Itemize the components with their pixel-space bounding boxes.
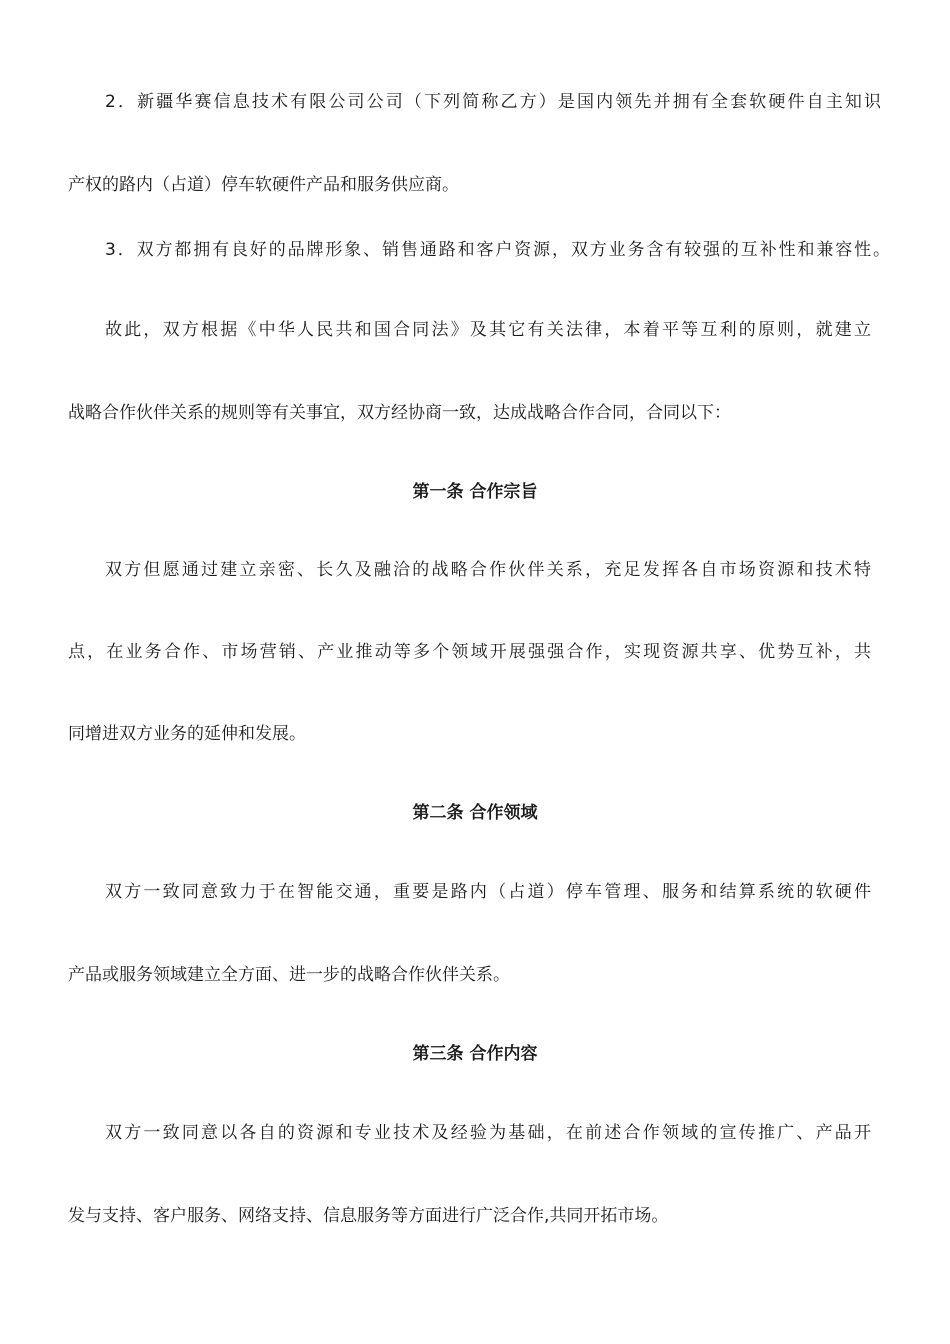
document-page: 2．新疆华赛信息技术有限公司公司（下列简称乙方）是国内领先并拥有全套软硬件自主知识 产权的路内（占道）停车软硬件产品和服务供应商。 3．双方都拥有良好的品牌形象、销售通路和客户资源，双方业务含有较强的互补性和兼容性。 故此，双方根据《中华人民共和国合同法》及其它有关法律，本着平等互利的原则，就建立 战略合作伙伴关系的规则等有关事宜，双方经协商一致，达成战略合作合同，合同以下： 第一条 合作宗旨 双方但愿通过建立亲密、长久及融洽的战略合作伙伴关系，充足发挥各自市场资源和技术特 点，在业务合作、市场营销、产业推动等多个领域开展强强合作，实现资源共享、优势互补，共 同增进双方业务的延伸和发展。 第二条 合作领域 双方一致同意致力于在智能交通，重要是路内（占道）停车管理、服务和结算系统的软硬件 产品或服务领域建立全方面、进一步的战略合作伙伴关系。 第三条 合作内容 双方一致同意以各自的资源和专业技术及经验为基础，在前述合作领域的宣传推广、产品开 发与支持、客户服务、网络支持、信息服务等方面进行广泛合作,共同开拓市场。 bbox=[0, 0, 950, 1344]
section-heading-2: 第二条 合作领域 bbox=[412, 803, 538, 823]
section-heading-3: 第三条 合作内容 bbox=[412, 1044, 538, 1064]
section-heading-1: 第一条 合作宗旨 bbox=[412, 482, 538, 502]
